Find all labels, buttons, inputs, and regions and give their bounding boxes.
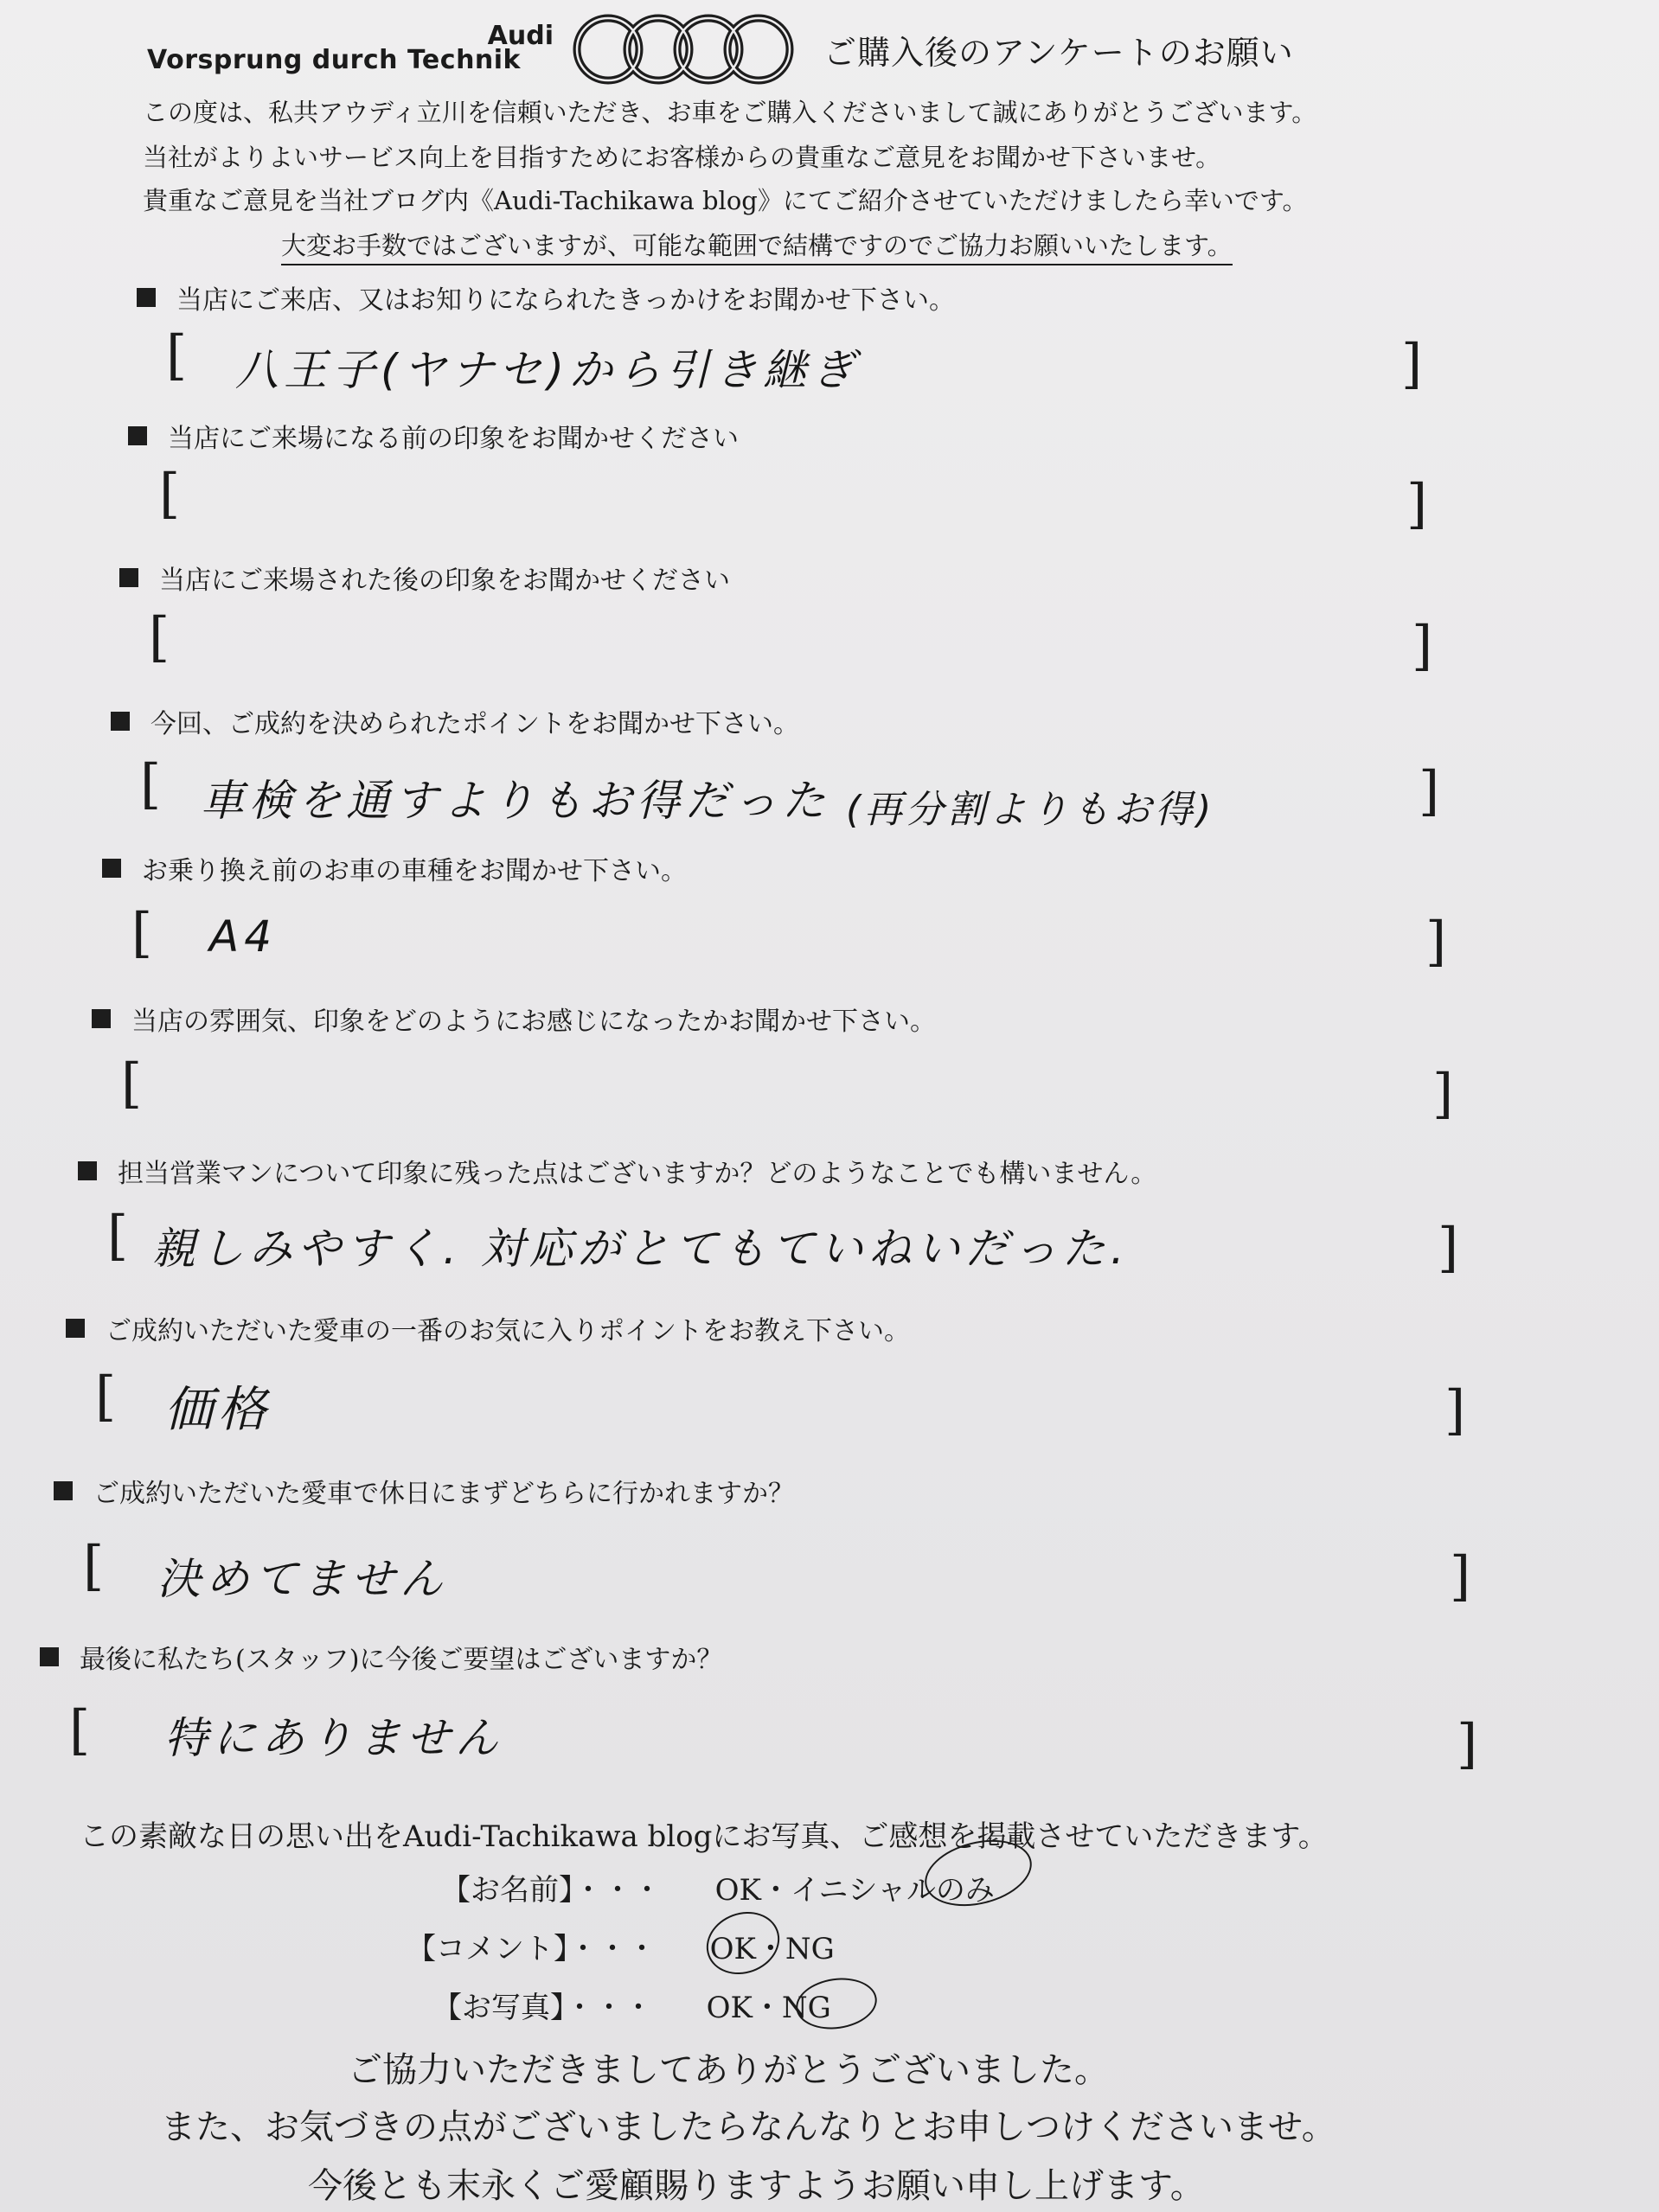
question-3 xyxy=(119,559,730,597)
option-separator: ・ xyxy=(752,1991,782,2025)
answer-4[interactable]: 車検を通すよりもお得だった xyxy=(201,776,830,826)
option-ok[interactable]: OK xyxy=(706,1991,753,2025)
bracket-open: [ xyxy=(159,462,181,525)
closing-line: 今後とも末永くご愛顧賜りますようお願い申し上げます。 xyxy=(308,2166,1205,2206)
answer-5[interactable]: A4 xyxy=(209,911,278,962)
option-separator: ・ xyxy=(760,1873,791,1908)
permission-photo-row xyxy=(432,1984,831,2026)
intro-line: 貴重なご意見を当社ブログ内《Audi-Tachikawa blog》にてご紹介させていただけましたら幸いです。 xyxy=(143,186,1308,215)
question-text: お乗り換え前のお車の車種をお聞かせ下さい。 xyxy=(142,856,687,886)
bracket-open: [ xyxy=(95,1365,117,1428)
bullet-square-icon xyxy=(78,1161,97,1180)
bracket-open: [ xyxy=(140,752,162,815)
bracket-close: ] xyxy=(1401,332,1423,395)
permission-name-row xyxy=(441,1866,995,1908)
question-2 xyxy=(128,417,739,455)
permission-label: 【コメント】・・・ xyxy=(407,1932,657,1966)
option-ok[interactable]: OK xyxy=(709,1932,756,1966)
answer-10[interactable]: 特にありません xyxy=(164,1713,503,1763)
bullet-square-icon xyxy=(54,1481,73,1500)
bracket-close: ] xyxy=(1444,1378,1466,1442)
answer-9[interactable]: 決めてません xyxy=(157,1554,448,1604)
audi-rings-logo xyxy=(571,12,797,86)
bullet-square-icon xyxy=(92,1009,111,1028)
bracket-open: [ xyxy=(83,1534,105,1597)
form-title: ご購入後のアンケートのお願い xyxy=(823,34,1294,72)
option-separator: ・ xyxy=(755,1932,785,1966)
question-8 xyxy=(66,1309,910,1347)
question-text: 当店の雰囲気、印象をどのようにお感じになったかお聞かせ下さい。 xyxy=(131,1007,936,1037)
selection-circle-mark xyxy=(698,1902,789,1984)
question-1 xyxy=(137,278,955,316)
question-text: ご成約いただいた愛車で休日にまずどちらに行かれますか？ xyxy=(93,1479,794,1509)
question-4 xyxy=(111,702,799,740)
bracket-close: ] xyxy=(1419,759,1440,822)
answer-7[interactable]: 親しみやすく. 対応がとてもていねいだった. xyxy=(152,1224,1130,1274)
question-text: 当店にご来場になる前の印象をお聞かせください xyxy=(168,424,739,454)
brand-block xyxy=(147,19,562,80)
question-text: 最後に私たち(スタッフ)に今後ご要望はございますか？ xyxy=(80,1645,723,1675)
bullet-square-icon xyxy=(119,568,138,587)
bracket-close: ] xyxy=(1432,1062,1454,1125)
closing-line: また、お気づきの点がございましたらなんなりとお申しつけくださいませ。 xyxy=(161,2107,1336,2147)
bullet-square-icon xyxy=(40,1647,59,1666)
closing-line: ご協力いただきましてありがとうございました。 xyxy=(348,2050,1109,2090)
bullet-square-icon xyxy=(128,426,147,445)
bracket-close: ] xyxy=(1406,472,1428,535)
intro-underlined-line: 大変お手数ではございますが、可能な範囲で結構ですのでご協力お願いいたします。 xyxy=(281,227,1233,265)
question-6 xyxy=(92,1000,936,1038)
bracket-open: [ xyxy=(149,605,170,668)
permission-label: 【お写真】・・・ xyxy=(432,1991,653,2025)
bracket-close: ] xyxy=(1425,910,1447,973)
brand-name: Audi xyxy=(487,21,554,51)
bracket-open: [ xyxy=(121,1052,143,1115)
bracket-close: ] xyxy=(1457,1712,1478,1775)
option-ok[interactable]: OK xyxy=(714,1873,761,1908)
bracket-open: [ xyxy=(107,1204,129,1267)
bracket-open: [ xyxy=(166,323,188,387)
bullet-square-icon xyxy=(137,288,156,307)
question-text: ご成約いただいた愛車の一番のお気に入りポイントをお教え下さい。 xyxy=(106,1316,910,1346)
question-9 xyxy=(54,1472,794,1510)
question-text: 当店にご来場された後の印象をお聞かせください xyxy=(159,566,730,596)
brand-tagline: Vorsprung durch Technik xyxy=(147,45,522,75)
question-5 xyxy=(102,849,687,887)
intro-line: この度は、私共アウディ立川を信頼いただき、お車をご購入くださいまして誠にありがとうございます。 xyxy=(143,98,1317,127)
option-ng[interactable]: NG xyxy=(785,1932,835,1966)
bracket-close: ] xyxy=(1412,614,1433,677)
bracket-close: ] xyxy=(1438,1216,1459,1279)
answer-1[interactable]: 八王子(ヤナセ)から引き継ぎ xyxy=(235,345,861,395)
question-7 xyxy=(78,1152,1156,1190)
bracket-open: [ xyxy=(69,1698,91,1761)
question-10 xyxy=(40,1638,722,1676)
blog-permission-note: この素敵な日の思い出をAudi-Tachikawa blogにお写真、ご感想を掲載させていただきます。 xyxy=(80,1819,1328,1854)
bullet-square-icon xyxy=(66,1319,85,1338)
answer-4-note[interactable]: (再分割よりもお得) xyxy=(846,788,1215,832)
bracket-close: ] xyxy=(1450,1544,1471,1608)
option-ng[interactable]: NG xyxy=(781,1991,831,2025)
question-text: 当店にご来店、又はお知りになられたきっかけをお聞かせ下さい。 xyxy=(176,285,955,316)
question-text: 担当営業マンについて印象に残った点はございますか？どのようなことでも構いません。 xyxy=(118,1159,1157,1189)
answer-8[interactable]: 価格 xyxy=(164,1382,272,1438)
bullet-square-icon xyxy=(102,859,121,878)
question-text: 今回、ご成約を決められたポイントをお聞かせ下さい。 xyxy=(151,709,799,739)
option-initials-only[interactable]: イニシャルのみ xyxy=(790,1873,995,1908)
bullet-square-icon xyxy=(111,712,130,731)
permission-label: 【お名前】・・・ xyxy=(441,1873,662,1908)
intro-line: 当社がよりよいサービス向上を目指すためにお客様からの貴重なご意見をお聞かせ下さいませ。 xyxy=(143,143,1221,172)
bracket-open: [ xyxy=(131,901,153,964)
